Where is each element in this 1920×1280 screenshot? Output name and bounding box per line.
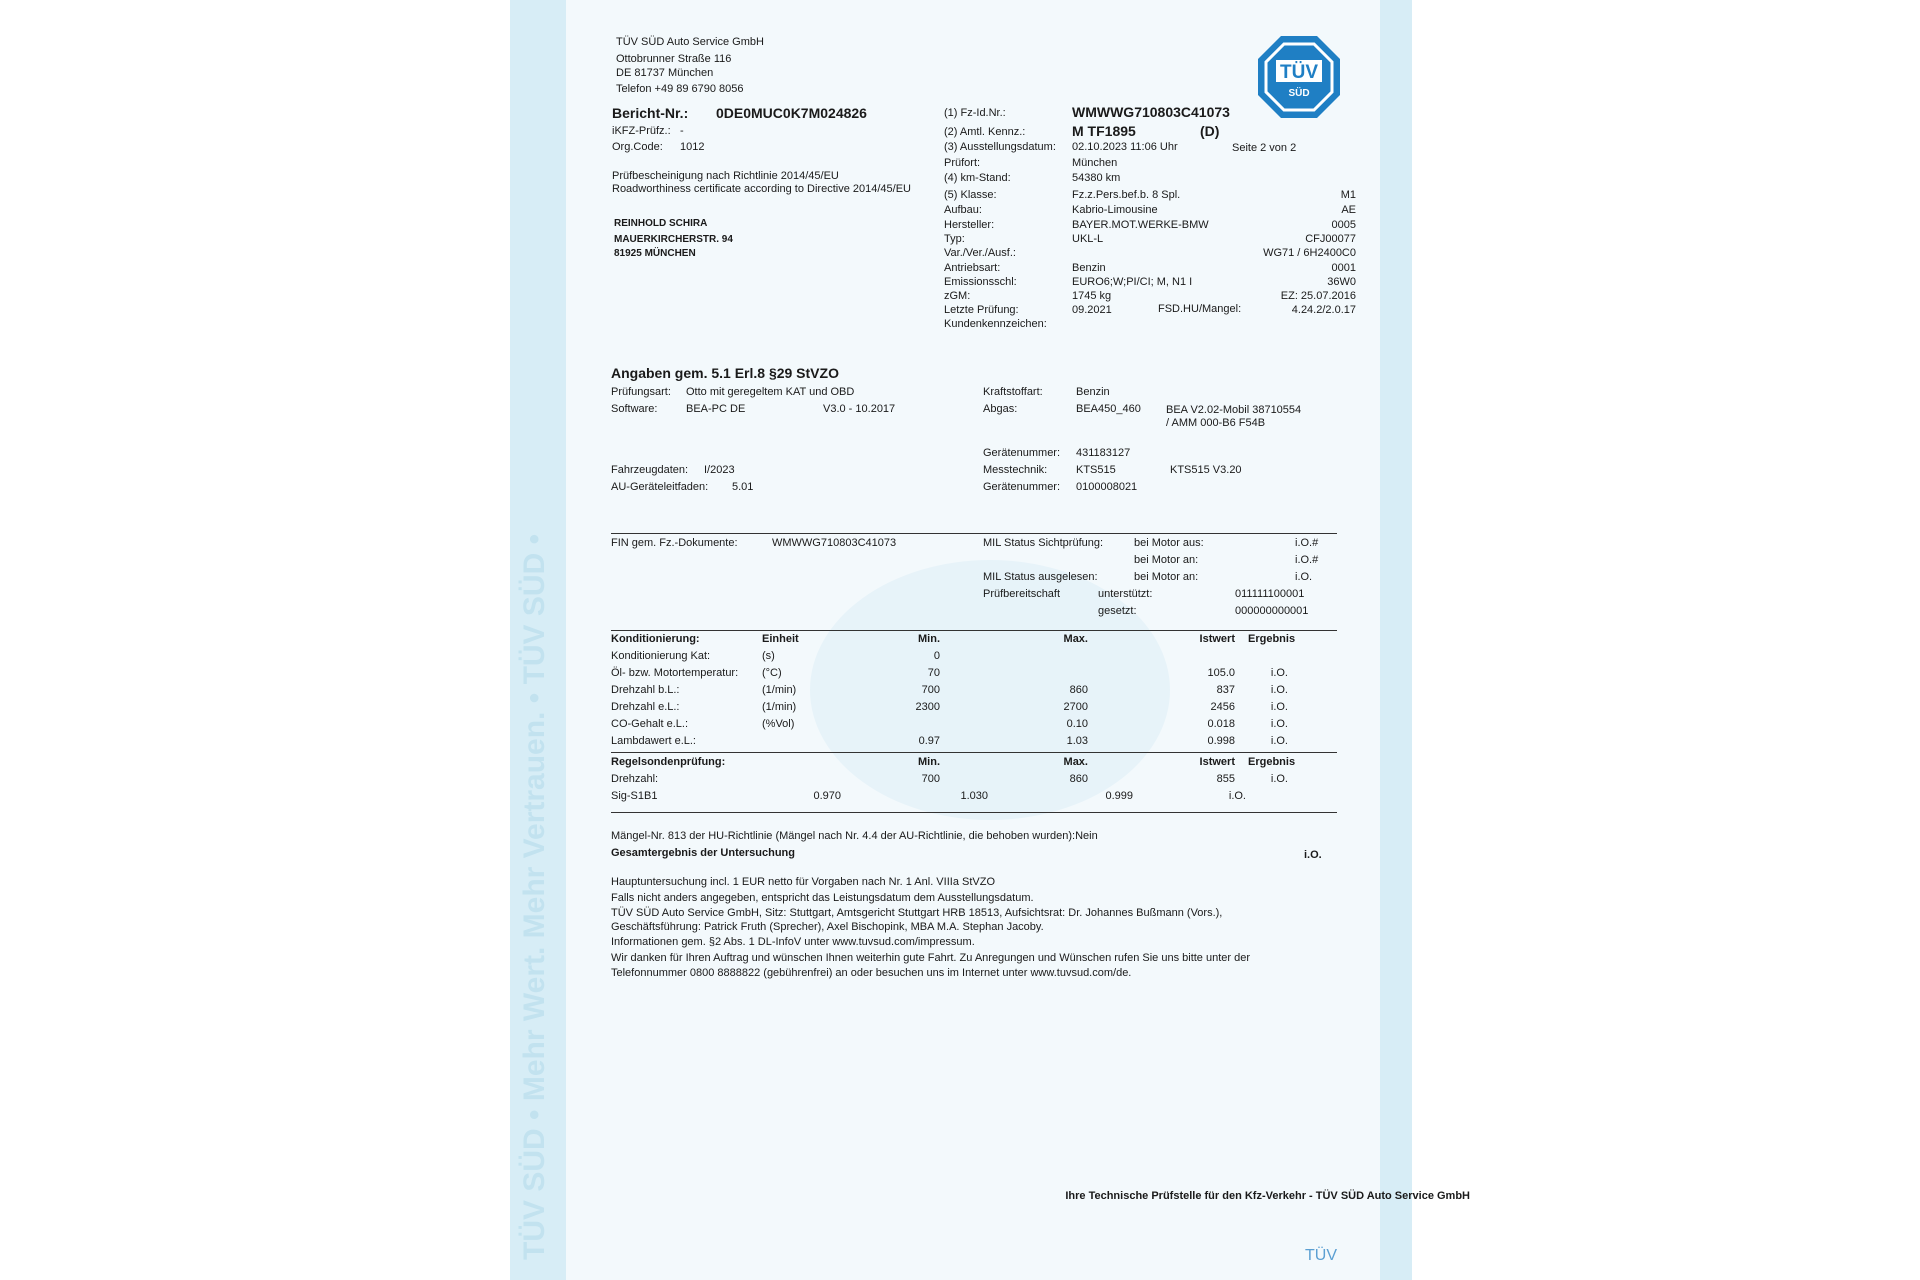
software-label: Software: bbox=[611, 403, 658, 415]
report-number-label: Bericht-Nr.: bbox=[612, 105, 689, 121]
fin-value: WMWWG710803C41073 bbox=[772, 537, 897, 549]
motor-an2-label: bei Motor an: bbox=[1134, 571, 1199, 583]
abgas-info-1: BEA V2.02-Mobil 38710554 bbox=[1166, 404, 1302, 416]
tuv-sud-logo bbox=[1256, 34, 1342, 120]
kraftstoff-value: Benzin bbox=[1076, 386, 1110, 398]
footer-tuv-mark: TÜV bbox=[1305, 1247, 1337, 1264]
vehicle-field-value: Fz.z.Pers.bef.b. 8 Spl. bbox=[1072, 189, 1181, 201]
table-cell: Istwert bbox=[1199, 633, 1235, 645]
table-cell: 2456 bbox=[1210, 701, 1235, 713]
vehicle-field-label: zGM: bbox=[944, 290, 971, 302]
table-cell: 860 bbox=[1069, 684, 1088, 696]
table-cell: i.O. bbox=[1270, 773, 1288, 785]
bereitschaft-label: Prüfbereitschaft bbox=[983, 588, 1061, 600]
vehicle-field-value: Benzin bbox=[1072, 262, 1106, 274]
table-cell: 0.018 bbox=[1207, 718, 1235, 730]
table-cell: (1/min) bbox=[762, 684, 797, 696]
software-value: BEA-PC DE bbox=[686, 403, 746, 415]
table-cell: 700 bbox=[921, 684, 940, 696]
right-security-stripe bbox=[1380, 0, 1412, 1280]
abgas-value: BEA450_460 bbox=[1076, 403, 1141, 415]
table-cell: 0.999 bbox=[1105, 790, 1133, 802]
table-cell: Sig-S1B1 bbox=[611, 790, 658, 802]
issuer-name: TÜV SÜD Auto Service GmbH bbox=[616, 36, 764, 48]
vehicle-field-value: 54380 km bbox=[1072, 172, 1121, 184]
table-cell: 0.10 bbox=[1066, 718, 1088, 730]
customer-street: MAUERKIRCHERSTR. 94 bbox=[614, 234, 733, 245]
gesetzt-label: gesetzt: bbox=[1098, 605, 1137, 617]
vehicle-field-value: 09.2021 bbox=[1072, 304, 1112, 316]
table-cell: 1.03 bbox=[1066, 735, 1088, 747]
vehicle-field-label: Hersteller: bbox=[944, 219, 995, 231]
vehicle-field-extra: M1 bbox=[1340, 189, 1356, 201]
note-line: Wir danken für Ihren Auftrag und wünschen Ihnen weiterhin gute Fahrt. Zu Anregungen und Wünschen rufen Sie uns bitte unter der bbox=[611, 952, 1251, 964]
fahrzeugdaten-label: Fahrzeugdaten: bbox=[611, 464, 689, 476]
unterstuetzt-value: 011111100001 bbox=[1235, 588, 1305, 600]
issuer-city: DE 81737 München bbox=[616, 67, 714, 79]
table-cell: i.O. bbox=[1270, 684, 1288, 696]
table-cell: i.O. bbox=[1270, 718, 1288, 730]
table-cell: Konditionierung: bbox=[611, 633, 700, 645]
abgas-info-2: / AMM 000-B6 F54B bbox=[1166, 417, 1266, 429]
motor-an-label: bei Motor an: bbox=[1134, 554, 1199, 566]
cert-line-de: Prüfbescheinigung nach Richtlinie 2014/45/EU bbox=[612, 170, 839, 182]
table-cell: i.O. bbox=[1270, 667, 1288, 679]
vehicle-field-value: München bbox=[1072, 157, 1118, 169]
messtechnik-value: KTS515 bbox=[1076, 464, 1116, 476]
motor-an-value: i.O.# bbox=[1295, 554, 1319, 566]
table-cell: 0.970 bbox=[813, 790, 841, 802]
table-cell: i.O. bbox=[1228, 790, 1246, 802]
vehicle-field-extra: AE bbox=[1341, 204, 1356, 216]
table-cell: 2300 bbox=[915, 701, 940, 713]
table-cell: Lambdawert e.L.: bbox=[611, 735, 696, 747]
au-heading: Angaben gem. 5.1 Erl.8 §29 StVZO bbox=[611, 365, 839, 381]
table-cell: Drehzahl: bbox=[611, 773, 659, 785]
note-line: Informationen gem. §2 Abs. 1 DL-InfoV unter www.tuvsud.com/impressum. bbox=[611, 936, 975, 948]
table-cell: Öl- bzw. Motortemperatur: bbox=[611, 667, 739, 679]
table-cell: (1/min) bbox=[762, 701, 797, 713]
note-line: Geschäftsführung: Patrick Fruth (Sprecher), Axel Bischopink, MBA M.A. Stephan Jacoby. bbox=[611, 921, 1044, 933]
table-cell: Ergebnis bbox=[1248, 756, 1296, 768]
table-cell: 700 bbox=[921, 773, 940, 785]
table-cell: (%Vol) bbox=[762, 718, 795, 730]
left-security-stripe bbox=[510, 0, 566, 1280]
divider bbox=[611, 630, 1337, 631]
table-cell: (s) bbox=[762, 650, 775, 662]
vehicle-field-extra: WG71 / 6H2400C0 bbox=[1263, 247, 1356, 259]
report-number: 0DE0MUC0K7M024826 bbox=[716, 105, 867, 121]
table-cell: Max. bbox=[1063, 633, 1088, 645]
motor-an2-value: i.O. bbox=[1295, 571, 1313, 583]
vehicle-field-label: Antriebsart: bbox=[944, 262, 1001, 274]
vehicle-field-value: 1745 kg bbox=[1072, 290, 1112, 302]
vehicle-field-value: M TF1895 bbox=[1072, 123, 1136, 139]
vehicle-field-extra: 0001 bbox=[1331, 262, 1356, 274]
geraet2-label: Gerätenummer: bbox=[983, 481, 1061, 493]
vehicle-field-label: Emissionsschl: bbox=[944, 276, 1017, 288]
mil-ausgelesen-label: MIL Status ausgelesen: bbox=[983, 571, 1098, 583]
software-version: V3.0 - 10.2017 bbox=[823, 403, 896, 415]
note-line: Falls nicht anders angegeben, entspricht das Leistungsdatum dem Ausstellungsdatum. bbox=[611, 892, 1034, 904]
table-cell: Drehzahl b.L.: bbox=[611, 684, 680, 696]
table-cell: (°C) bbox=[762, 667, 782, 679]
table-cell: Einheit bbox=[762, 633, 799, 645]
vehicle-field-extra: EZ: 25.07.2016 bbox=[1280, 290, 1356, 302]
customer-city: 81925 MÜNCHEN bbox=[614, 248, 696, 259]
vehicle-field-value: UKL-L bbox=[1072, 233, 1104, 245]
table-cell: Max. bbox=[1063, 756, 1088, 768]
divider bbox=[611, 752, 1337, 753]
motor-aus-value: i.O.# bbox=[1295, 537, 1319, 549]
table-cell: i.O. bbox=[1270, 701, 1288, 713]
leitfaden-label: AU-Geräteleitfaden: bbox=[611, 481, 709, 493]
vehicle-field-label: Typ: bbox=[944, 233, 965, 245]
geraet2-value: 0100008021 bbox=[1076, 481, 1138, 493]
maengel-text: Mängel-Nr. 813 der HU-Richtlinie (Mängel nach Nr. 4.4 der AU-Richtlinie, die behoben wurden):Nein bbox=[611, 830, 1098, 842]
vehicle-field-label: Letzte Prüfung: bbox=[944, 304, 1019, 316]
vehicle-field-label: (4) km-Stand: bbox=[944, 172, 1011, 184]
ikfz-value: - bbox=[680, 125, 684, 137]
fahrzeugdaten-value: I/2023 bbox=[704, 464, 735, 476]
vehicle-field-extra: CFJ00077 bbox=[1305, 233, 1356, 245]
vehicle-field-label: (5) Klasse: bbox=[944, 189, 997, 201]
table-cell: 1.030 bbox=[960, 790, 988, 802]
abgas-label: Abgas: bbox=[983, 403, 1018, 415]
table-cell: i.O. bbox=[1270, 735, 1288, 747]
divider bbox=[611, 812, 1337, 813]
table-cell: 837 bbox=[1216, 684, 1235, 696]
table-cell: Ergebnis bbox=[1248, 633, 1296, 645]
vehicle-field-extra: 36W0 bbox=[1327, 276, 1356, 288]
vehicle-field-label: (2) Amtl. Kennz.: bbox=[944, 126, 1026, 138]
vehicle-field-value: 02.10.2023 11:06 Uhr bbox=[1072, 141, 1178, 153]
vehicle-field-label: (3) Ausstellungsdatum: bbox=[944, 141, 1056, 153]
note-line: Telefonnummer 0800 8888822 (gebührenfrei) an oder besuchen uns im Internet unter www.tuvsud.com/de. bbox=[611, 967, 1132, 979]
table-cell: Regelsondenprüfung: bbox=[611, 756, 726, 768]
pruefungsart-value: Otto mit geregeltem KAT und OBD bbox=[686, 386, 855, 398]
leitfaden-value: 5.01 bbox=[732, 481, 754, 493]
ikfz-label: iKFZ-Prüfz.: bbox=[612, 125, 671, 137]
vehicle-field-extra: (D) bbox=[1200, 123, 1220, 139]
kraftstoff-label: Kraftstoffart: bbox=[983, 386, 1043, 398]
table-cell: 0.998 bbox=[1207, 735, 1235, 747]
table-cell: Konditionierung Kat: bbox=[611, 650, 711, 662]
vehicle-field-label: Prüfort: bbox=[944, 157, 981, 169]
geraet1-label: Gerätenummer: bbox=[983, 447, 1061, 459]
gesetzt-value: 000000000001 bbox=[1235, 605, 1309, 617]
gesamtergebnis-label: Gesamtergebnis der Untersuchung bbox=[611, 847, 795, 859]
vehicle-field-label: Var./Ver./Ausf.: bbox=[944, 247, 1016, 259]
vehicle-field-label: Aufbau: bbox=[944, 204, 982, 216]
vehicle-field-value: WMWWG710803C41073 bbox=[1072, 104, 1230, 120]
stripe-watermark-text: TÜV SÜD • Mehr Wert. Mehr Vertrauen. • TÜV SÜD • bbox=[518, 533, 551, 1260]
pruefungsart-label: Prüfungsart: bbox=[611, 386, 671, 398]
geraet1-value: 431183127 bbox=[1076, 447, 1131, 459]
table-cell: CO-Gehalt e.L.: bbox=[611, 718, 689, 730]
gesamtergebnis-value: i.O. bbox=[1304, 849, 1322, 861]
fin-label: FIN gem. Fz.-Dokumente: bbox=[611, 537, 738, 549]
vehicle-field-extra: 0005 bbox=[1331, 219, 1356, 231]
org-code-label: Org.Code: bbox=[612, 141, 663, 153]
table-cell: 105.0 bbox=[1207, 667, 1235, 679]
note-line: Hauptuntersuchung incl. 1 EUR netto für Vorgaben nach Nr. 1 Anl. VIIIa StVZO bbox=[611, 876, 995, 888]
table-cell: 860 bbox=[1069, 773, 1088, 785]
messtechnik-label: Messtechnik: bbox=[983, 464, 1048, 476]
messtechnik-version: KTS515 V3.20 bbox=[1170, 464, 1242, 476]
mil-sicht-label: MIL Status Sichtprüfung: bbox=[983, 537, 1104, 549]
cert-line-en: Roadworthiness certificate according to Directive 2014/45/EU bbox=[612, 183, 911, 195]
vehicle-field-value: Kabrio-Limousine bbox=[1072, 204, 1158, 216]
page-indicator: Seite 2 von 2 bbox=[1232, 142, 1297, 154]
unterstuetzt-label: unterstützt: bbox=[1098, 588, 1153, 600]
vehicle-field-value: EURO6;W;PI/CI; M, N1 I bbox=[1072, 276, 1193, 288]
divider bbox=[611, 533, 1337, 534]
issuer-phone: Telefon +49 89 6790 8056 bbox=[616, 83, 744, 95]
table-cell: 70 bbox=[927, 667, 940, 679]
footer-text: Ihre Technische Prüfstelle für den Kfz-Verkehr - TÜV SÜD Auto Service GmbH bbox=[1065, 1190, 1470, 1202]
org-code-value: 1012 bbox=[680, 141, 705, 153]
table-cell: 855 bbox=[1216, 773, 1235, 785]
table-cell: Istwert bbox=[1199, 756, 1235, 768]
fsd-label: FSD.HU/Mangel: bbox=[1158, 303, 1242, 315]
issuer-street: Ottobrunner Straße 116 bbox=[616, 53, 732, 65]
customer-name: REINHOLD SCHIRA bbox=[614, 218, 708, 229]
table-cell: Drehzahl e.L.: bbox=[611, 701, 680, 713]
vehicle-field-value: BAYER.MOT.WERKE-BMW bbox=[1072, 219, 1209, 231]
vehicle-field-label: Kundenkennzeichen: bbox=[944, 318, 1047, 330]
table-cell: 2700 bbox=[1063, 701, 1088, 713]
table-cell: 0 bbox=[933, 650, 940, 662]
vehicle-field-extra: 4.24.2/2.0.17 bbox=[1291, 304, 1356, 316]
motor-aus-label: bei Motor aus: bbox=[1134, 537, 1204, 549]
table-cell: 0.97 bbox=[918, 735, 940, 747]
table-cell: Min. bbox=[918, 756, 940, 768]
logo-main-text: TÜV bbox=[1280, 62, 1318, 83]
note-line: TÜV SÜD Auto Service GmbH, Sitz: Stuttgart, Amtsgericht Stuttgart HRB 18513, Aufsichtsrat: Dr. Johannes Bußmann (Vors.), bbox=[611, 907, 1223, 919]
table-cell: Min. bbox=[918, 633, 940, 645]
logo-sub-text: SÜD bbox=[1288, 88, 1310, 99]
vehicle-field-label: (1) Fz-Id.Nr.: bbox=[944, 107, 1006, 119]
